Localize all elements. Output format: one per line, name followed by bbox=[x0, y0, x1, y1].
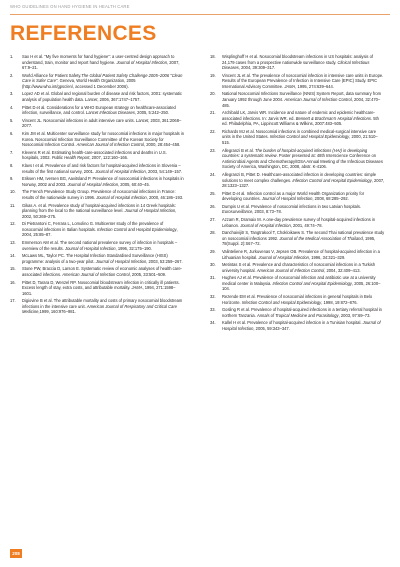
reference-details: , 1996, 32:175–190. bbox=[115, 245, 152, 251]
reference-item bbox=[10, 73, 185, 90]
reference-source: American Journal of Infection Control bbox=[284, 97, 352, 103]
reference-number: 19. bbox=[210, 72, 216, 78]
reference-item bbox=[210, 294, 385, 305]
reference-text bbox=[22, 221, 185, 238]
reference-source: Bennett & Brachman's Hospital Infections bbox=[295, 115, 371, 121]
reference-text bbox=[222, 129, 385, 146]
reference-text bbox=[22, 240, 185, 251]
reference-source: Infection Control and Hospital Epidemiology bbox=[97, 226, 177, 232]
reference-number: 20. bbox=[210, 91, 216, 97]
reference-source: Journal of Hospital Infection bbox=[240, 222, 291, 228]
reference-item bbox=[10, 253, 185, 264]
reference-number: 17. bbox=[10, 298, 16, 304]
reference-details: , 2005, 5:242–250. bbox=[134, 110, 170, 116]
reference-source: Infection Control and Hospital Epidemiology bbox=[292, 177, 372, 183]
reference-item bbox=[10, 150, 185, 161]
reference-number: 33. bbox=[210, 307, 216, 313]
reference-details: , 2003, 97:69–73. bbox=[338, 312, 371, 318]
reference-number: 32. bbox=[210, 294, 216, 300]
reference-source: Lancet Infectious Diseases bbox=[85, 110, 135, 116]
reference-details: , 1994, 271:1598–1601. bbox=[22, 285, 176, 296]
reference-details: . Geneva, World Health Organization, 2005 (http://www.who.int/gpsc/en/, accessed 1 December 2006). bbox=[22, 78, 136, 89]
reference-text bbox=[222, 275, 385, 292]
reference-source: The Global Patient Safety Challenge 2005–2006 "Clean Care is Safer Care" bbox=[22, 72, 183, 84]
reference-source: Journal of Hospital Infection bbox=[96, 194, 147, 200]
reference-authors-title: Sax H et al. "My five moments for hand hygiene": a user-centred design approach to understand, train, monitor and report hand hygiene. bbox=[22, 54, 175, 65]
reference-source: Journal of Hospital Infection bbox=[67, 181, 118, 187]
reference-number: 2. bbox=[10, 72, 14, 78]
reference-item bbox=[210, 230, 385, 247]
reference-authors-title: Allegranzi B, Pittet D. Healthcare-associated infection in developing countries: simple solutions to meet complex challenges. bbox=[222, 171, 377, 183]
reference-source: Journal of Hospital Infection bbox=[95, 168, 146, 174]
reference-number: 6. bbox=[10, 131, 14, 137]
reference-details: , 2001, 49:74–78. bbox=[290, 222, 323, 228]
reference-details: , 2005, 60:40–45. bbox=[117, 181, 150, 187]
reference-source: Eurosurveillance bbox=[222, 209, 253, 215]
reference-text bbox=[222, 294, 385, 305]
reference-text bbox=[222, 191, 385, 202]
reference-authors-title: Digiovine B et al. The attributable mortality and costs of primary nosocomial bloodstream infections in the intensive care unit. bbox=[22, 298, 183, 309]
reference-item bbox=[10, 54, 185, 71]
reference-item bbox=[10, 189, 185, 200]
reference-authors-title: Lopez AD et al. Global and regional burden of disease and risk factors, 2001: systematic analysis of population health data. bbox=[22, 91, 182, 103]
reference-item bbox=[210, 320, 385, 331]
reference-details: , 2004, 39:309–317. bbox=[238, 65, 276, 71]
reference-number: 22. bbox=[210, 128, 216, 134]
reference-authors-title: Klevens R et al. Estimating health-care-associated infections and deaths in U.S. hospitals, 2002. bbox=[22, 149, 167, 161]
reference-text bbox=[222, 110, 385, 127]
reference-authors-title: Eriksen HM, Iversen BG, Aavitsland P. Prevalence of nosocomial infections in hospitals in Norway, 2002 and 2003. bbox=[22, 176, 184, 187]
reference-source: Lancet bbox=[135, 117, 149, 123]
reference-authors-title: Rezende EM et al. Prevalence of nosocomial infections in general hospitals in Belo Horizonte. bbox=[222, 294, 373, 305]
reference-authors-title: Valinteliene R, Jurkuvenas V, Jepsen OB. Prevalence of hospital-acquired infection in a Lithuanian hospital. bbox=[222, 248, 380, 260]
reference-source: Journal of Hospital Infection bbox=[261, 196, 313, 202]
reference-item bbox=[10, 118, 185, 129]
reference-item bbox=[10, 176, 185, 187]
reference-number: 15. bbox=[10, 266, 16, 272]
reference-source: Journal of the Medical Association of Thailand bbox=[279, 235, 363, 241]
reference-source: Infection Control and Hospital Epidemiology bbox=[272, 280, 352, 286]
reference-details: , 2000, 46:186–193. bbox=[146, 194, 184, 200]
reference-item bbox=[10, 221, 185, 238]
reference-details: , 2008, 68:285–292. bbox=[312, 196, 349, 202]
reference-details: , 2007, 67:9–21. bbox=[22, 59, 180, 71]
reference-item bbox=[10, 131, 185, 148]
reference-authors-title: Archibald LK, Jarvis WR. Incidence and nature of endemic and epidemic healthcare-associated infections. In: Jarvis WR. ed. bbox=[222, 110, 375, 121]
reference-text bbox=[22, 189, 185, 200]
reference-item bbox=[210, 73, 385, 90]
reference-item bbox=[210, 91, 385, 108]
reference-authors-title: Klavs I et al. Prevalence of and risk factors for hospital-acquired infections in Slovenia – results of the first national survey, 2001. bbox=[22, 162, 181, 174]
reference-item bbox=[10, 298, 185, 315]
reference-source: Clinical Infectious Diseases bbox=[222, 59, 370, 71]
reference-number: 10. bbox=[10, 189, 16, 195]
reference-text bbox=[222, 230, 385, 247]
reference-number: 16. bbox=[10, 279, 16, 285]
reference-source: Annals of Tropical Medicine and Parasitology bbox=[256, 312, 339, 318]
reference-number: 29. bbox=[210, 248, 216, 254]
page-number: 208 bbox=[10, 549, 22, 558]
running-header: WHO GUIDELINES ON HAND HYGIENE IN HEALTH CARE bbox=[10, 4, 130, 9]
reference-number: 12. bbox=[10, 221, 16, 227]
reference-details: , 2005, 33:501–509. bbox=[129, 271, 167, 277]
reference-text bbox=[222, 204, 385, 215]
reference-source: Public Health Report bbox=[51, 155, 90, 161]
reference-authors-title: World Alliance for Patient Safety. bbox=[22, 72, 82, 78]
reference-number: 24. bbox=[210, 171, 216, 177]
reference-item bbox=[10, 91, 185, 102]
reference-item bbox=[210, 148, 385, 170]
reference-number: 25. bbox=[210, 190, 216, 196]
reference-text bbox=[222, 262, 385, 273]
reference-source: Journal of Hospital Infection bbox=[95, 258, 147, 264]
reference-number: 30. bbox=[210, 262, 216, 268]
reference-source: Journal of Hospital Infection bbox=[124, 208, 176, 214]
reference-details: , 2007, 122:160–166. bbox=[89, 155, 129, 161]
reference-number: 34. bbox=[210, 320, 216, 326]
reference-number: 26. bbox=[210, 203, 216, 209]
reference-source: Infection Control and Hospital Epidemiology bbox=[241, 299, 322, 305]
reference-text bbox=[22, 131, 185, 148]
reference-authors-title: Gosling R et al. Prevalence of hospital-acquired infections in a tertiary referral hospital in northern Tanzania. bbox=[222, 307, 382, 318]
reference-source: Journal of Hospital Infection bbox=[65, 245, 116, 251]
reference-source: The burden of hospital-acquired infections (HAI) in developing countries: a systematic review bbox=[222, 147, 368, 159]
reference-details: , 2004, 32:409–413. bbox=[324, 267, 361, 273]
reference-item bbox=[210, 172, 385, 189]
reference-item bbox=[210, 129, 385, 146]
reference-item bbox=[210, 217, 385, 228]
reference-text bbox=[22, 266, 185, 277]
reference-details: , 2003, 53:259–267. bbox=[146, 258, 183, 264]
title-divider bbox=[10, 14, 390, 15]
reference-authors-title: Pittet D, Tarara D, Wenzel RP. Nosocomial bloodstream infection in critically ill patients. Excess length of stay, extra costs, and attributable mortality. bbox=[22, 279, 180, 291]
reference-text bbox=[22, 253, 185, 264]
reference-item bbox=[210, 191, 385, 202]
reference-item bbox=[210, 204, 385, 215]
reference-text bbox=[222, 91, 385, 108]
reference-authors-title: Emmerson AM et al. The second national prevalence survey of infection in hospitals – overview of the results. bbox=[22, 239, 178, 251]
reference-item bbox=[10, 280, 185, 297]
reference-details: , 2003, 361:2068–2077. bbox=[22, 117, 182, 129]
reference-details: , 1995, 78(Suppl. 2):S67–72. bbox=[222, 235, 376, 247]
reference-source: Journal of Hospital Infection bbox=[116, 59, 167, 65]
reference-details: ,1999, 160:976–981. bbox=[38, 309, 76, 315]
reference-text bbox=[222, 73, 385, 90]
reference-number: 18. bbox=[210, 54, 216, 59]
reference-authors-title: Stone PW, Braccia D, Larson E. Systematic review of economic analyses of health care-associated infections. bbox=[22, 266, 182, 277]
reference-details: , 2006, 367:1747–1757. bbox=[97, 97, 141, 103]
reference-text bbox=[222, 249, 385, 260]
reference-text bbox=[222, 148, 385, 170]
reference-details: , 2005, 59:343–347. bbox=[253, 326, 290, 332]
reference-text bbox=[22, 105, 185, 116]
reference-number: 8. bbox=[10, 162, 14, 168]
reference-item bbox=[10, 203, 185, 220]
reference-source: American Journal of Respiratory and Critical Care Medicine bbox=[22, 303, 177, 315]
reference-source: JAMA bbox=[284, 83, 296, 89]
reference-source: Journal of Hospital Infection bbox=[258, 254, 309, 260]
reference-text bbox=[22, 163, 185, 174]
reference-details: . 5th ed. Philadelphia, PA, Lippincott Williams & Wilkins, 2007:483–505. bbox=[222, 115, 379, 127]
reference-authors-title: National Nosocomial Infections Surveillance (NNIS) System Report, data summary from January 1992 through June 2004. bbox=[222, 91, 382, 103]
reference-text bbox=[22, 176, 185, 187]
reference-text bbox=[22, 54, 185, 71]
reference-text bbox=[22, 150, 185, 161]
reference-number: 23. bbox=[210, 147, 216, 153]
reference-text bbox=[222, 172, 385, 189]
reference-number: 14. bbox=[10, 253, 16, 259]
reference-authors-title: Vincent JL et al. The prevalence of nosocomial infection in intensive care units in Europe. Results of the European Prevalence of Infection in Intensive Care (EPIC) Study. EPIC International Advisory Committee. bbox=[222, 72, 384, 89]
reference-authors-title: Richards MJ et al. Nosocomial infections in combined medical-surgical intensive care units in the United States. bbox=[222, 128, 377, 140]
reference-authors-title: Pittet D et al. Considerations for a WHO European strategy on healthcare-associated infection, surveillance, and control. bbox=[22, 104, 176, 116]
reference-authors-title: Dumpis U et al. Prevalence of nosocomial infections in two Latvian hospitals. bbox=[222, 203, 362, 209]
reference-authors-title: Kallel H et al. Prevalence of hospital-acquired infection in a Tunisian hospital. bbox=[222, 320, 363, 326]
reference-authors-title: Danchaivijitr S, Tangtrakool T, Chokloikaew S. The second Thai national prevalence study on nosocomial infections 1992. bbox=[222, 230, 385, 241]
reference-number: 21. bbox=[210, 110, 216, 116]
reference-source: American Journal of Infection Control bbox=[62, 271, 130, 277]
reference-authors-title: Azzam R, Dramaix M. A one-day prevalence survey of hospital-acquired infections in Lebanon. bbox=[222, 217, 376, 228]
reference-number: 27. bbox=[210, 217, 216, 223]
reference-text bbox=[222, 54, 385, 71]
reference-source: Journal of Hospital Infection bbox=[222, 320, 381, 332]
page-title: REFERENCES bbox=[10, 22, 157, 45]
reference-text bbox=[22, 298, 185, 315]
reference-authors-title: Kim JM et al. Multicenter surveillance study for nosocomial infections in major hospitals in Korea. Nosocomial Infection Surveillance Committee of the Korean Society for Nosocomial Infection Control. bbox=[22, 131, 184, 148]
reference-text bbox=[222, 320, 385, 331]
reference-authors-title: Metintas S et al. Prevalence and characteristics of nosocomial infections in a Turkish university hospital. bbox=[222, 262, 376, 273]
reference-details: , 2000, 28:454–458. bbox=[143, 142, 181, 148]
reference-authors-title: Gikas A. et al. Prevalence study of hospital-acquired infections in 14 Greek hospitals: planning from the local to the national surveillance level. bbox=[22, 202, 176, 214]
reference-item bbox=[10, 240, 185, 251]
reference-details: , 2005, 26:100–104. bbox=[222, 280, 381, 292]
reference-authors-title: Allegranzi B et al. bbox=[222, 147, 255, 153]
reference-item bbox=[210, 54, 385, 71]
reference-item bbox=[210, 249, 385, 260]
references-left-column bbox=[10, 54, 185, 317]
reference-number: 11. bbox=[10, 202, 16, 208]
reference-number: 31. bbox=[210, 275, 216, 281]
reference-details: , 2004, 25:85–87. bbox=[22, 226, 178, 238]
reference-number: 28. bbox=[210, 230, 216, 236]
reference-details: , 2002, 50:269–275. bbox=[22, 208, 177, 219]
reference-number: 1. bbox=[10, 54, 14, 59]
reference-text bbox=[22, 91, 185, 102]
reference-authors-title: Wisplinghoff H et al. Nosocomial bloodstream infections in US hospitals: analysis of 24,179 cases from a prospective nationwide surveillance study. bbox=[222, 54, 374, 65]
reference-number: 13. bbox=[10, 239, 16, 245]
reference-source: JAMA bbox=[131, 285, 143, 291]
reference-number: 5. bbox=[10, 117, 14, 123]
reference-number: 7. bbox=[10, 149, 14, 155]
reference-item bbox=[210, 262, 385, 273]
reference-details: . Poster presented at: 48th Interscience Conference on Antimicrobial Agents and Chemotherapy/IDSA Annual Meeting of the Infectious Diseases Society of America, Washington, DC, 2008, abstr. K-4106. bbox=[222, 153, 383, 170]
reference-source: American Journal of Infection Control bbox=[256, 267, 325, 273]
reference-text bbox=[22, 280, 185, 297]
reference-authors-title: Vincent JL. Nosocomial infections in adult intensive care units. bbox=[22, 117, 136, 123]
reference-source: Infection Control and Hospital Epidemiology bbox=[269, 134, 350, 140]
reference-item bbox=[10, 105, 185, 116]
reference-number: 3. bbox=[10, 91, 14, 97]
reference-authors-title: Pittet D et al. Infection control as a major World Health Organization priority for developing countries. bbox=[222, 190, 365, 202]
reference-text bbox=[222, 217, 385, 228]
reference-authors-title: McLaws ML, Taylor PC. The Hospital Infection Standardised Surveillance (HISS) programme: analysis of a two-year pilot. bbox=[22, 253, 168, 264]
reference-details: , 2003, 8:73–78. bbox=[252, 209, 282, 215]
references-right-column bbox=[210, 54, 385, 334]
reference-number: 4. bbox=[10, 104, 14, 110]
reference-authors-title: Di Pietrantoni C, Ferrara L, Lomolino G. Multicenter study of the prevalence of nosocomial infections in Italian hospitals. bbox=[22, 221, 164, 232]
reference-source: American Journal of Infection Control bbox=[76, 142, 144, 148]
reference-details: , 1995, 274:639–644. bbox=[295, 83, 334, 89]
reference-authors-title: Hughes AJ et al. Prevalence of nosocomial infection and antibiotic use at a university medical center in Malaysia. bbox=[222, 275, 376, 286]
reference-source: Lancet bbox=[85, 97, 98, 103]
reference-number: 9. bbox=[10, 176, 14, 182]
reference-authors-title: The French Prevalence Study Group. Prevalence of nosocomial infections in France: results of the nationwide survey in 1996. bbox=[22, 189, 176, 200]
reference-item bbox=[210, 110, 385, 127]
reference-text bbox=[22, 73, 185, 90]
reference-details: , 2003, 54:149–157. bbox=[145, 168, 183, 174]
reference-details: , 2007, 28:1323–1327. bbox=[222, 177, 385, 189]
reference-item bbox=[210, 275, 385, 292]
reference-item bbox=[10, 163, 185, 174]
reference-details: , 2004, 32:470–485. bbox=[222, 97, 381, 108]
reference-item bbox=[210, 307, 385, 318]
reference-text bbox=[222, 307, 385, 318]
reference-text bbox=[22, 203, 185, 220]
reference-details: , 2000, 21:510–515. bbox=[222, 134, 378, 146]
reference-text bbox=[22, 118, 185, 129]
reference-details: , 1998, 19:872–876. bbox=[321, 299, 358, 305]
reference-item bbox=[10, 266, 185, 277]
reference-details: , 1996, 34:321–329. bbox=[308, 254, 346, 260]
